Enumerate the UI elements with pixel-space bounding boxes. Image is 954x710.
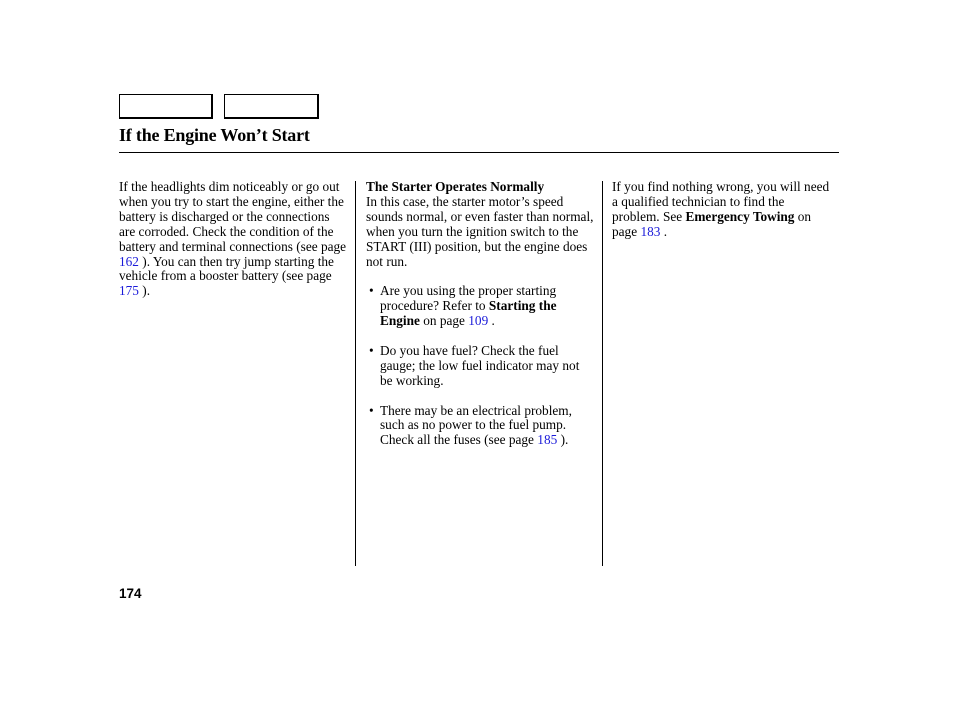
list-item-electrical: • There may be an electrical problem, such as no power to the fuel pump. Check all the fuses (see page 185 ).: [366, 404, 594, 449]
list-item-fuel: • Do you have fuel? Check the fuel gauge; the low fuel indicator may not be working.: [366, 344, 594, 389]
page-link-162[interactable]: 162: [119, 253, 139, 269]
page-link-175[interactable]: 175: [119, 283, 139, 299]
checklist: [366, 284, 594, 448]
battery-text-b: ). You can then try jump starting the vehicle from a booster battery (see page: [119, 253, 334, 284]
column-divider-2: [602, 181, 603, 566]
page-link-109[interactable]: 109: [468, 313, 489, 329]
column-divider-1: [355, 181, 356, 566]
title-divider: [119, 152, 839, 153]
nav-button-right[interactable]: [224, 94, 319, 119]
page-link-183[interactable]: 183: [640, 223, 661, 239]
section-heading: The Starter Operates Normally: [366, 179, 545, 194]
battery-text-c: ).: [138, 283, 151, 299]
nav-button-left[interactable]: [119, 94, 213, 119]
battery-paragraph: [119, 180, 347, 299]
page-number: 174: [119, 586, 142, 601]
starter-intro: In this case, the starter motor’s speed sounds normal, or even faster than normal, when you turn the ignition switch to the START (III) position, but the engine does not run.: [366, 193, 594, 269]
page-link-185[interactable]: 185: [537, 432, 558, 448]
list-item-starting-procedure: • Are you using the proper starting procedure? Refer to Starting the Engine on page 109 .: [366, 284, 594, 329]
page-title: If the Engine Won’t Start: [119, 125, 310, 145]
column-battery: [119, 180, 347, 299]
column-technician: [612, 180, 830, 240]
column-starter: [366, 180, 594, 448]
battery-text-a: If the headlights dim noticeably or go out when you try to start the engine, either the battery is discharged or the connections are corroded. Check the condition of the battery and terminal connections (see page: [119, 179, 347, 254]
technician-paragraph: If you find nothing wrong, you will need a qualified technician to find the problem. See Emergency Towing on page 183 .: [612, 179, 830, 239]
